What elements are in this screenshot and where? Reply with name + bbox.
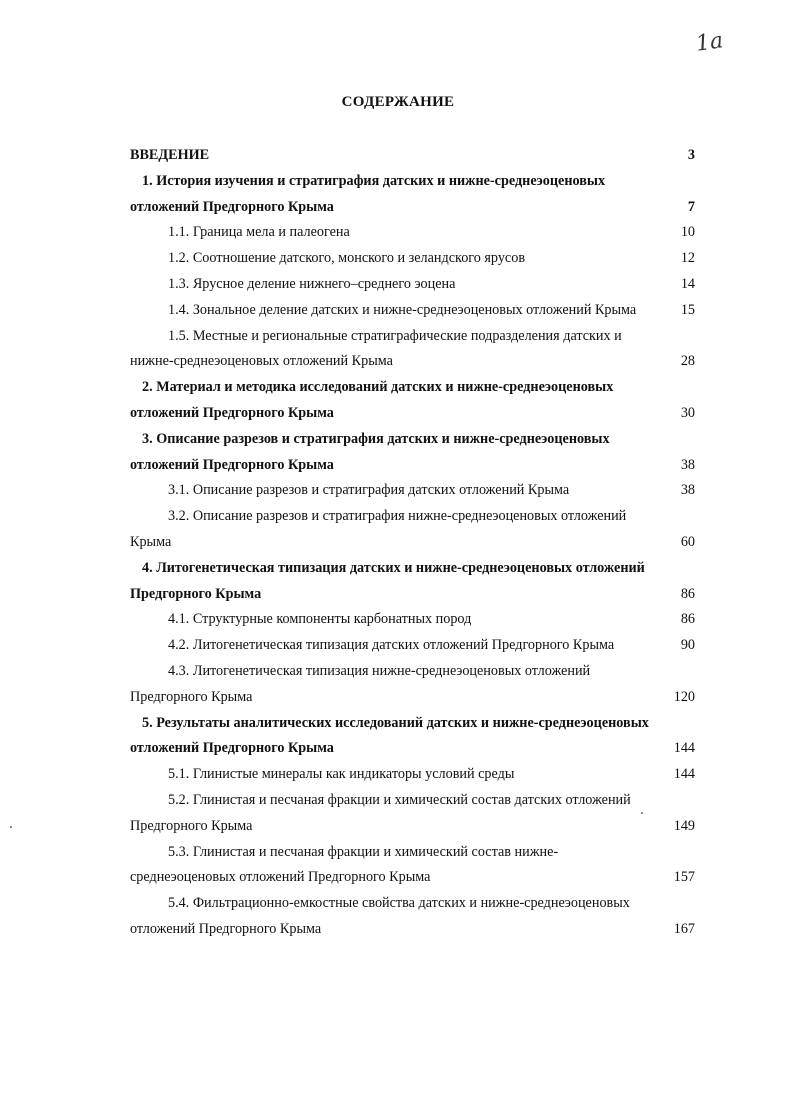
scan-speck	[641, 812, 643, 814]
toc-entry-page: 149	[673, 817, 695, 834]
toc-entry	[130, 298, 695, 324]
toc-entry	[130, 272, 695, 298]
toc-entry-text: 5. Результаты аналитических исследований датских и нижне-среднеэоценовых отложений Предгорного Крыма	[130, 714, 649, 757]
toc-entry-page: 14	[680, 275, 695, 292]
toc-entry	[130, 143, 695, 169]
toc-entry	[130, 633, 695, 659]
toc-entry-text: 1.3. Ярусное деление нижнего–среднего эоцена	[168, 275, 456, 292]
toc-entry-text: 3.2. Описание разрезов и стратиграфия нижне-среднеэоценовых отложений Крыма	[130, 508, 627, 550]
toc-entry	[130, 711, 695, 763]
toc-entry-text: 5.4. Фильтрационно-емкостные свойства датских и нижне-среднеэоценовых отложений Предгорного Крыма	[130, 895, 630, 937]
table-of-contents	[130, 143, 695, 943]
toc-entry-page: 28	[680, 353, 695, 370]
toc-entry	[130, 840, 695, 892]
toc-entry-text: 1.5. Местные и региональные стратиграфические подразделения датских и нижне-среднеэоценовых отложений Крыма	[130, 327, 622, 370]
toc-entry-text: 4.1. Структурные компоненты карбонатных пород	[168, 611, 472, 628]
toc-entry-text: 3.1. Описание разрезов и стратиграфия датских отложений Крыма	[168, 482, 570, 499]
toc-entry-text: 4.3. Литогенетическая типизация нижне-среднеэоценовых отложений Предгорного Крыма	[130, 662, 591, 705]
toc-entry	[130, 427, 695, 479]
toc-entry-text: 5.3. Глинистая и песчаная фракции и химический состав нижне-среднеэоценовых отложений Предгорного Крыма	[130, 843, 559, 886]
toc-entry-text: 4. Литогенетическая типизация датских и нижне-среднеэоценовых отложений Предгорного Крыма	[130, 559, 645, 602]
toc-entry-page: 10	[680, 224, 695, 241]
toc-entry-page: 38	[680, 482, 695, 499]
toc-entry-text: 1.4. Зональное деление датских и нижне-среднеэоценовых отложений Крыма	[168, 301, 637, 318]
handwritten-page-mark: 1a	[694, 28, 725, 57]
toc-entry	[130, 504, 695, 556]
toc-entry	[130, 659, 695, 711]
toc-entry-page: 7	[687, 198, 695, 215]
toc-entry-page: 86	[680, 585, 695, 602]
toc-entry-page: 120	[673, 688, 695, 705]
page-title: СОДЕРЖАНИЕ	[341, 94, 455, 110]
toc-entry-page: 3	[687, 147, 695, 163]
toc-entry-text: 4.2. Литогенетическая типизация датских отложений Предгорного Крыма	[168, 637, 615, 654]
toc-entry-page: 90	[680, 637, 695, 654]
toc-entry	[130, 788, 695, 840]
toc-entry	[130, 375, 695, 427]
toc-entry-page: 15	[680, 301, 695, 318]
toc-entry-text: 2. Материал и методика исследований датских и нижне-среднеэоценовых отложений Предгорного Крыма	[130, 379, 614, 421]
toc-entry-page: 144	[673, 766, 695, 783]
toc-entry-text: 1.2. Соотношение датского, монского и зеландского ярусов	[168, 250, 526, 267]
toc-entry-page: 167	[673, 920, 695, 937]
toc-entry-page: 144	[673, 740, 695, 757]
toc-entry	[130, 762, 695, 788]
toc-entry	[130, 169, 695, 221]
toc-entry-text: 1. История изучения и стратиграфия датских и нижне-среднеэоценовых отложений Предгорного Крыма	[130, 172, 606, 215]
toc-entry-page: 60	[680, 533, 695, 550]
toc-entry-page: 38	[680, 456, 695, 473]
toc-entry-page: 157	[673, 869, 695, 886]
toc-entry	[130, 324, 695, 376]
toc-entry-page: 12	[680, 250, 695, 267]
toc-entry-page: 86	[680, 611, 695, 628]
toc-entry-text: 5.2. Глинистая и песчаная фракции и химический состав датских отложений Предгорного Крыма	[130, 791, 631, 834]
toc-entry	[130, 220, 695, 246]
toc-entry-text: 5.1. Глинистые минералы как индикаторы условий среды	[168, 766, 515, 783]
toc-entry	[130, 478, 695, 504]
toc-entry	[130, 607, 695, 633]
toc-entry-text: 1.1. Граница мела и палеогена	[168, 224, 350, 241]
toc-entry-text: 3. Описание разрезов и стратиграфия датских и нижне-среднеэоценовых отложений Предгорного Крыма	[130, 430, 610, 473]
toc-entry	[130, 556, 695, 608]
toc-entry	[130, 891, 695, 943]
toc-entry	[130, 246, 695, 272]
scan-speck	[10, 826, 12, 828]
toc-entry-page: 30	[680, 404, 695, 421]
toc-entry-text: ВВЕДЕНИЕ	[130, 147, 210, 163]
